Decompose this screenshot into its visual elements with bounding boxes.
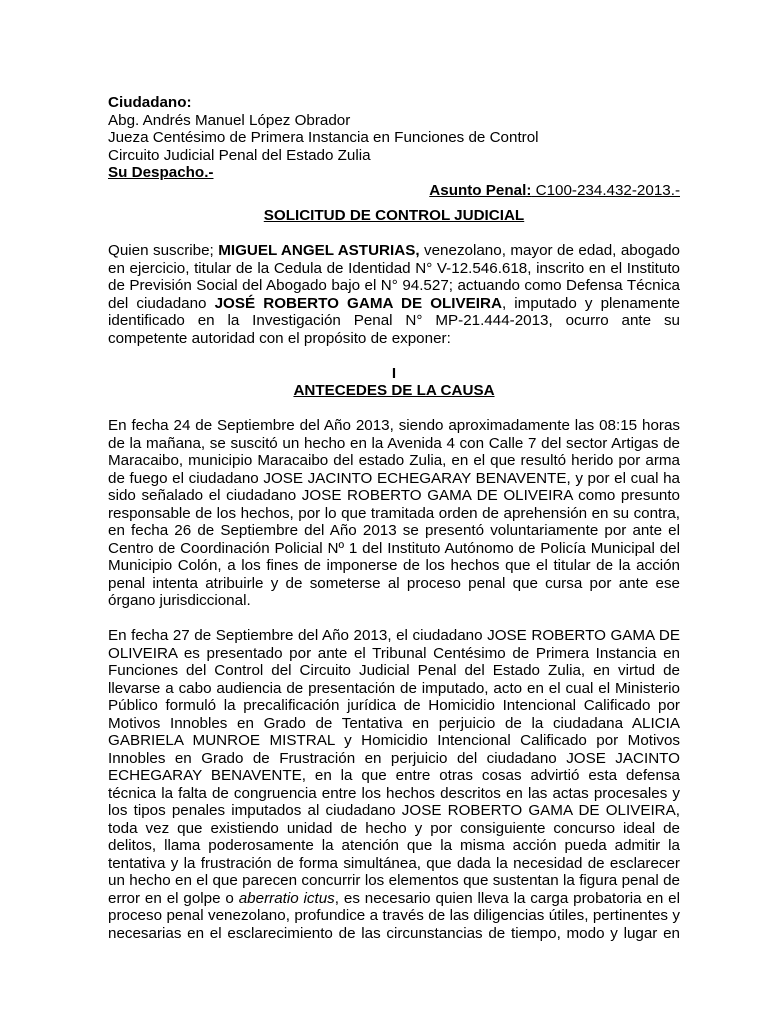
text-span: del ciudadano bbox=[108, 294, 215, 312]
paragraph-line: OLIVEIRA es presentado por ante el Tribunal Centésimo de Primera Instancia en bbox=[108, 644, 680, 662]
text-span: , imputado y plenamente bbox=[501, 294, 680, 312]
paragraph-line bbox=[108, 890, 680, 908]
intro-line: competente autoridad con el propósito de exponer: bbox=[108, 329, 451, 347]
paragraph-2 bbox=[108, 627, 680, 942]
paragraph-line: los tipos penales imputados al ciudadano JOSE ROBERTO GAMA DE OLIVEIRA, bbox=[108, 802, 680, 819]
paragraph-line: órgano jurisdiccional. bbox=[108, 592, 251, 609]
paragraph-line: un hecho en el que parecen concurrir los elementos que sustentan la figura penal de bbox=[108, 872, 680, 889]
salutation: Ciudadano: bbox=[108, 94, 192, 111]
paragraph-line: sido señalado el ciudadano JOSE ROBERTO GAMA DE OLIVEIRA como presunto bbox=[108, 487, 680, 504]
section-heading: ANTECEDES DE LA CAUSA bbox=[293, 382, 495, 399]
text-span: error en el golpe o bbox=[108, 889, 239, 907]
paragraph-line: Municipio Colón, a los fines de imponerse de los hechos que el titular de la acción bbox=[108, 557, 680, 574]
paragraph-line: En fecha 27 de Septiembre del Año 2013, el ciudadano JOSE ROBERTO GAMA DE bbox=[108, 627, 680, 644]
paragraph-line: toda vez que existiendo unidad de hecho y por consiguiente concurso ideal de bbox=[108, 819, 680, 837]
paragraph-line: Innobles en Grado de Frustración en perjuicio del ciudadano JOSE JACINTO bbox=[108, 749, 680, 767]
subject-label: Asunto Penal: bbox=[429, 181, 532, 199]
intro-paragraph bbox=[108, 242, 680, 347]
paragraph-line: de la mañana, se suscitó un hecho en la Avenida 4 con Calle 7 del sector Artigas de bbox=[108, 434, 680, 452]
paragraph-line: Funciones del Control del Circuito Judicial Penal del Estado Zulia, en virtud de bbox=[108, 662, 680, 679]
paragraph-line: técnica la falta de congruencia entre los hechos descritos en las actas procesales y bbox=[108, 784, 680, 802]
addressee-name: Abg. Andrés Manuel López Obrador bbox=[108, 111, 351, 129]
client-name: JOSÉ ROBERTO GAMA DE OLIVEIRA bbox=[214, 294, 502, 312]
intro-line: identificado en la Investigación Penal N° MP-21.444-2013, ocurro ante su bbox=[108, 312, 680, 329]
paragraph-line: proceso penal venezolano, profundice a través de las diligencias útiles, pertinentes y bbox=[108, 907, 680, 924]
paragraph-line: responsable de los hechos, por lo que tramitada orden de aprehensión en su contra, bbox=[108, 504, 680, 522]
paragraph-line: necesarias en el esclarecimiento de las circunstancias de tiempo, modo y lugar en bbox=[108, 924, 680, 942]
document-title: SOLICITUD DE CONTROL JUDICIAL bbox=[263, 207, 525, 224]
paragraph-line: ECHEGARAY BENAVENTE, en la que entre otras cosas advirtió esta defensa bbox=[108, 767, 680, 784]
paragraph-line: En fecha 24 de Septiembre del Año 2013, siendo aproximadamente las 08:15 horas bbox=[108, 417, 680, 434]
subject-line bbox=[108, 182, 680, 200]
intro-line: en ejercicio, titular de la Cedula de Identidad N° V-12.546.618, inscrito en el Instituto bbox=[108, 259, 680, 277]
addressee-role: Jueza Centésimo de Primera Instancia en Funciones de Control bbox=[108, 129, 539, 146]
paragraph-line: llevarse a cabo audiencia de presentación de imputado, acto en el cual el Ministerio bbox=[108, 679, 680, 697]
text-span: venezolano, mayor de edad, abogado bbox=[419, 242, 680, 259]
paragraph-line: Maracaibo, municipio Maracaibo del estado Zulia, en el que resultó herido por arma bbox=[108, 452, 680, 469]
paragraph-1 bbox=[108, 417, 680, 610]
author-name: MIGUEL ANGEL ASTURIAS, bbox=[218, 242, 420, 259]
intro-line bbox=[108, 242, 680, 260]
paragraph-line: GABRIELA MUNROE MISTRAL y Homicidio Intencional Calificado por Motivos bbox=[108, 732, 680, 749]
paragraph-line: penal intenta atribuirle y de someterse al proceso penal que cursa por ante ese bbox=[108, 574, 680, 592]
intro-line: de Previsión Social del Abogado bajo el N° 94.527; actuando como Defensa Técnica bbox=[108, 277, 680, 294]
paragraph-line: Centro de Coordinación Policial Nº 1 del Instituto Autónomo de Policía Municipal del bbox=[108, 539, 680, 557]
paragraph-line: delitos, llama poderosamente la atención que la misma acción pueda admitir la bbox=[108, 837, 680, 854]
paragraph-line: en fecha 26 de Septiembre del Año 2013 se presentó voluntariamente por ante el bbox=[108, 522, 680, 539]
text-span: , es necesario quien lleva la carga probatoria en el bbox=[334, 889, 681, 907]
section-number: I bbox=[391, 364, 397, 382]
su-despacho: Su Despacho.- bbox=[108, 164, 214, 181]
intro-line bbox=[108, 295, 680, 313]
paragraph-line: tentativa y la frustración de forma simultánea, que dada la necesidad de esclarecer bbox=[108, 854, 680, 872]
paragraph-line: Motivos Innobles en Grado de Tentativa en perjuicio de la ciudadana ALICIA bbox=[108, 714, 680, 732]
subject-value: C100-234.432-2013.- bbox=[531, 181, 680, 199]
paragraph-line: Público formuló la precalificación jurídica de Homicidio Intencional Calificado por bbox=[108, 697, 680, 714]
addressee-circuit: Circuito Judicial Penal del Estado Zulia bbox=[108, 146, 371, 164]
latin-term: aberratio ictus bbox=[238, 889, 335, 907]
text-span: Quien suscribe; bbox=[108, 242, 219, 259]
paragraph-line: de fuego el ciudadano JOSE JACINTO ECHEGARAY BENAVENTE, y por el cual ha bbox=[108, 469, 680, 487]
